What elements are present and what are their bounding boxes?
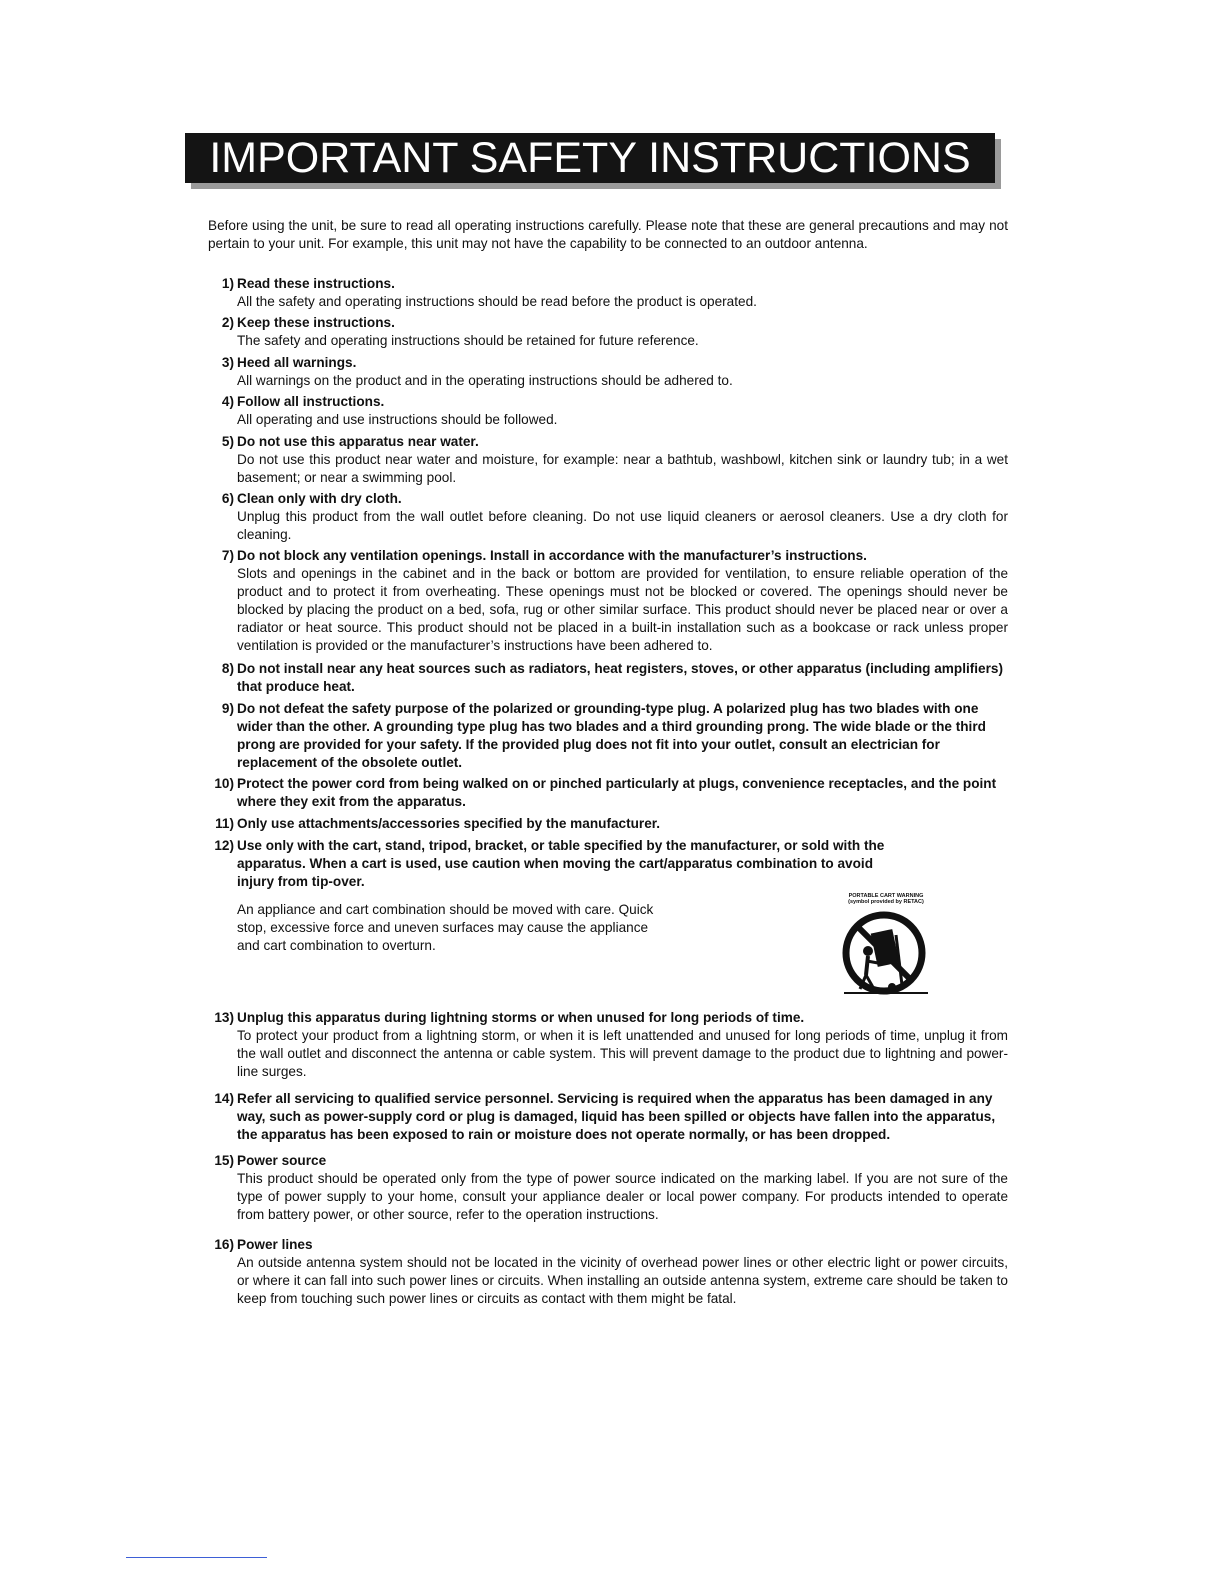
item-heading: Use only with the cart, stand, tripod, bracket, or table specified by the manufacturer, or sold with the apparatus. When a cart is used, use caution when moving the cart/apparatus combination to avoid injury from tip-over. [237, 838, 885, 889]
item-heading: Heed all warnings. [237, 355, 357, 370]
list-item [204, 1090, 1008, 1144]
item-heading: Do not use this apparatus near water. [237, 434, 479, 449]
list-item [204, 275, 1008, 311]
list-item [204, 1152, 1008, 1224]
item-number: 16) [214, 1237, 234, 1252]
list-item [204, 700, 1008, 772]
item-heading: Do not install near any heat sources such as radiators, heat registers, stoves, or other apparatus (including amplifiers) that produce heat. [237, 661, 1003, 694]
list-item [204, 1236, 1008, 1308]
list-item [204, 815, 1008, 833]
item-number: 1) [221, 276, 234, 291]
item-heading: Power lines [237, 1237, 313, 1252]
item-heading: Only use attachments/accessories specified by the manufacturer. [237, 816, 661, 831]
portable-cart-warning [836, 893, 936, 1003]
cart-note: An appliance and cart combination should be moved with care. Quick stop, excessive force and uneven surfaces may cause the appliance and cart combination to overturn. [237, 902, 654, 953]
item-heading: Do not defeat the safety purpose of the polarized or grounding-type plug. A polarized plug has two blades with one wider than the other. A grounding type plug has two blades and a third grounding prong. The wide blade or the third prong are provided for your safety. If the provided plug does not fit into your outlet, consult an electrician for replacement of the obsolete outlet. [237, 701, 986, 770]
list-item [204, 1009, 1008, 1081]
list-item [204, 490, 1008, 544]
list-item [204, 775, 1008, 811]
page-title: IMPORTANT SAFETY INSTRUCTIONS [185, 133, 995, 183]
item-number: 6) [221, 491, 234, 506]
item-heading: Do not block any ventilation openings. Install in accordance with the manufacturer’s instructions. [237, 548, 867, 563]
item-heading: Unplug this apparatus during lightning storms or when unused for long periods of time. [237, 1010, 805, 1025]
list-item [204, 547, 1008, 655]
item-body: All warnings on the product and in the operating instructions should be adhered to. [237, 373, 733, 388]
list-item [204, 314, 1008, 350]
item-number: 12) [214, 838, 234, 853]
item-number: 2) [221, 315, 234, 330]
item-heading: Follow all instructions. [237, 394, 385, 409]
cart-caption-title: PORTABLE CART WARNING [848, 893, 924, 899]
item-body: Unplug this product from the wall outlet before cleaning. Do not use liquid cleaners or aerosol cleaners. Use a dry cloth for cleaning. [237, 509, 1008, 542]
cart-caption-source: (symbol provided by RETAC) [848, 899, 924, 905]
list-item [204, 433, 1008, 487]
item-number: 4) [221, 394, 234, 409]
portable-cart-warning-icon [836, 905, 936, 1001]
item-body: Do not use this product near water and moisture, for example: near a bathtub, washbowl, kitchen sink or laundry tub; in a wet basement; or near a swimming pool. [237, 452, 1008, 485]
item-number: 3) [221, 355, 234, 370]
item-number: 9) [221, 701, 234, 716]
item-heading: Refer all servicing to qualified service personnel. Servicing is required when the apparatus has been damaged in any way, such as power-supply cord or plug is damaged, liquid has been spilled or objects have fallen into the apparatus, the apparatus has been exposed to rain or moisture does not operate normally, or has been dropped. [237, 1091, 996, 1142]
item-number: 15) [214, 1153, 234, 1168]
item-heading: Protect the power cord from being walked on or pinched particularly at plugs, convenience receptacles, and the point where they exit from the apparatus. [237, 776, 997, 809]
item-number: 13) [214, 1010, 234, 1025]
list-item [204, 660, 1008, 696]
item-body: All operating and use instructions should be followed. [237, 412, 558, 427]
item-heading: Clean only with dry cloth. [237, 491, 402, 506]
item-number: 10) [214, 776, 234, 791]
item-heading: Power source [237, 1153, 327, 1168]
intro-paragraph: Before using the unit, be sure to read all operating instructions carefully. Please note that these are general precautions and may not pertain to your unit. For example, this unit may not have the capability to be connected to an outdoor antenna. [208, 218, 1008, 251]
list-item [204, 393, 1008, 429]
item-number: 11) [215, 816, 234, 831]
item-body: Slots and openings in the cabinet and in the back or bottom are provided for ventilation, to ensure reliable operation of the product and to protect it from overheating. These openings must not be blocked or covered. The openings should never be blocked by placing the product on a bed, sofa, rug or other similar surface. This product should never be placed near or over a radiator or heat source. This product should not be placed in a built-in installation such as a bookcase or rack unless proper ventilation is provided or the manufacturer’s instructions have been adhered to. [237, 566, 1008, 653]
item-body: An outside antenna system should not be located in the vicinity of overhead power lines or other electric light or power circuits, or where it can fall into such power lines or circuits. When installing an outside antenna system, extreme care should be taken to keep from touching such power lines or circuits as contact with them might be fatal. [237, 1255, 1008, 1306]
item-number: 7) [221, 548, 234, 563]
footer-rule [126, 1557, 267, 1558]
item-number: 14) [214, 1091, 234, 1106]
title-banner [185, 133, 1003, 189]
item-heading: Read these instructions. [237, 276, 395, 291]
item-number: 5) [221, 434, 234, 449]
item-body: This product should be operated only from the type of power source indicated on the marking label. If you are not sure of the type of power supply to your home, consult your appliance dealer or local power company. For products intended to operate from battery power, or other source, refer to the operation instructions. [237, 1171, 1008, 1222]
item-body: All the safety and operating instructions should be read before the product is operated. [237, 294, 757, 309]
item-number: 8) [221, 661, 234, 676]
list-item [204, 837, 894, 891]
item-heading: Keep these instructions. [237, 315, 395, 330]
item-body: To protect your product from a lightning storm, or when it is left unattended and unused for long periods of time, unplug it from the wall outlet and disconnect the antenna or cable system. This will prevent damage to the product due to lightning and power-line surges. [237, 1028, 1008, 1079]
item-body: The safety and operating instructions should be retained for future reference. [237, 333, 699, 348]
list-item [204, 354, 1008, 390]
